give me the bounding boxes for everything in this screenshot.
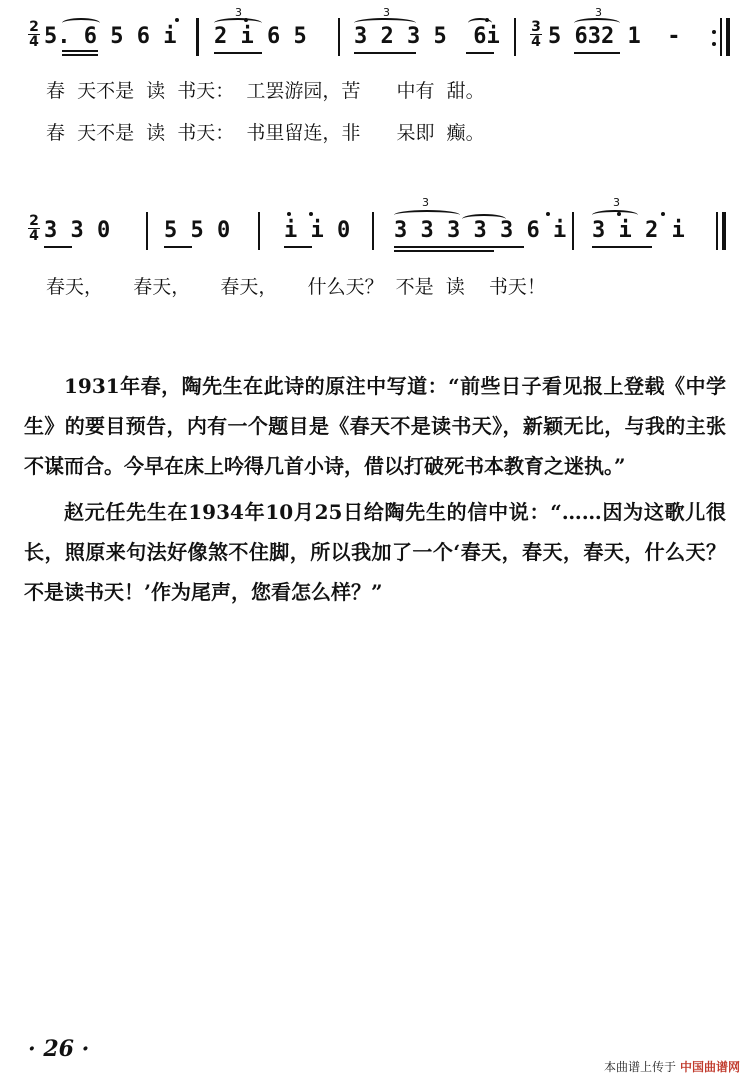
time-signature-2-4 (28, 214, 40, 243)
triplet-number: 3 (235, 6, 242, 19)
page-number: · 26 · (28, 1036, 90, 1062)
triplet-number: 3 (383, 6, 390, 19)
slur-mark (354, 18, 416, 28)
measure-3: 3 2 3 5 6i (354, 24, 500, 49)
triplet-number: 3 (595, 6, 602, 19)
beam-line (284, 246, 312, 248)
measure-5: 3 3 0 (44, 218, 111, 243)
beam-line (164, 246, 192, 248)
barline (716, 212, 718, 250)
barline (196, 18, 199, 56)
beam-line (214, 52, 262, 54)
beam-line (62, 54, 98, 56)
repeat-dot (712, 30, 716, 34)
measure-4: 5 632 1 - (548, 24, 681, 49)
time-signature-denominator: 4 (29, 34, 39, 50)
time-signature-denominator: 4 (531, 34, 541, 50)
barline (514, 18, 516, 56)
site-brand: 中国曲谱网 (679, 1060, 740, 1074)
repeat-dot (712, 42, 716, 46)
slur-mark (574, 18, 620, 28)
high-octave-dot (661, 212, 665, 216)
barline (720, 18, 722, 56)
barline (372, 212, 374, 250)
lyric-verse-2: 春 天不是 读 书天： 书里留连，非 呆即 癫。 (46, 122, 485, 144)
beam-line (62, 50, 98, 52)
barline (258, 212, 260, 250)
triplet-number: 3 (613, 196, 620, 209)
slur-mark (592, 210, 638, 220)
slur-mark (462, 214, 506, 224)
high-octave-dot (617, 212, 621, 216)
score-line-1 (0, 6, 750, 144)
final-barline (722, 212, 726, 250)
slur-mark (214, 18, 262, 28)
barline (146, 212, 148, 250)
paragraph-2: 赵元任先生在1934年10月25日给陶先生的信中说：“……因为这歌儿很长，照原来句法好像煞不住脚，所以我加了一个‘春天，春天，春天，什么天？不是读书天！’作为尾声，您看怎么样？” (24, 500, 726, 604)
high-octave-dot (287, 212, 291, 216)
beam-line (466, 52, 494, 54)
measure-8: 3 3 3 3 3 6 i (394, 218, 567, 243)
barline (338, 18, 340, 56)
footer-text: 本曲谱上传于 (603, 1060, 676, 1074)
time-signature-denominator: 4 (29, 228, 39, 244)
time-signature-2-4 (28, 20, 40, 49)
time-signature-numerator: 2 (29, 19, 39, 35)
measure-7: i i 0 (284, 218, 351, 243)
measure-9: 3 i 2 i (592, 218, 685, 243)
commentary-text (24, 366, 726, 612)
score-line-2 (0, 196, 750, 310)
beam-line (354, 52, 416, 54)
measure-2: 2 i 6 5 (214, 24, 307, 49)
time-signature-numerator: 2 (29, 213, 39, 229)
barline (572, 212, 574, 250)
measure-1: 5. 6 5 6 i (44, 24, 177, 49)
high-octave-dot (309, 212, 313, 216)
high-octave-dot (546, 212, 550, 216)
beam-line (44, 246, 72, 248)
lyric-verse-1: 春 天不是 读 书天： 工罢游园，苦 中有 甜。 (46, 80, 485, 102)
time-signature-3-4 (530, 20, 542, 49)
time-signature-numerator: 3 (531, 19, 541, 35)
high-octave-dot (244, 18, 248, 22)
high-octave-dot (485, 18, 489, 22)
triplet-number: 3 (422, 196, 429, 209)
lyric-refrain: 春天， 春天， 春天， 什么天？ 不是 读 书天！ (46, 276, 546, 298)
paragraph-1: 1931年春，陶先生在此诗的原注中写道：“前些日子看见报上登载《中学生》的要目预告，内有一个题目是《春天不是读书天》，新颖无比，与我的主张不谋而合。今早在床上吟得几首小诗，借以打破死书本教育之迷执。” (24, 374, 726, 478)
upload-footer (604, 1058, 740, 1075)
beam-line (394, 250, 494, 252)
beam-line (394, 246, 524, 248)
beam-line (574, 52, 620, 54)
slur-mark (394, 210, 460, 220)
measure-6: 5 5 0 (164, 218, 231, 243)
high-octave-dot (175, 18, 179, 22)
beam-line (592, 246, 652, 248)
slur-mark (62, 18, 100, 28)
final-barline (726, 18, 730, 56)
